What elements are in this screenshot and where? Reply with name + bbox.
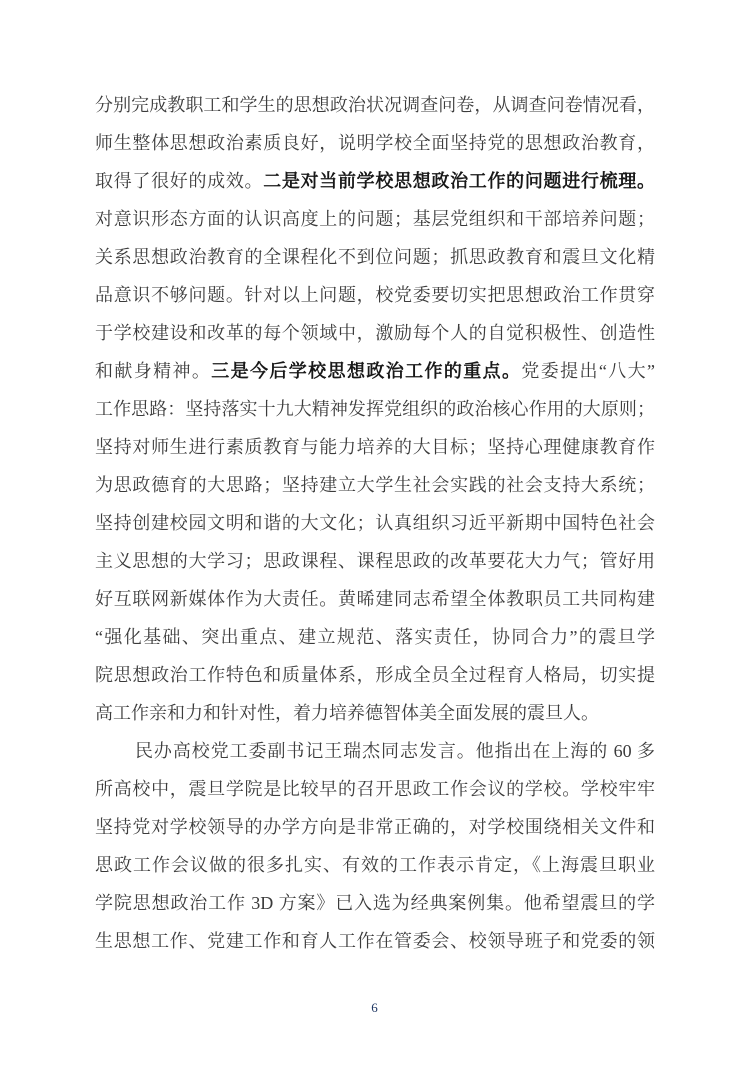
text-line [95,922,655,960]
text-line [95,542,655,580]
document-body [95,86,655,960]
text-run: 坚持创建校园文明和谐的大文化；认真组织习近平新期中国特色社会 [95,513,655,533]
text-line [95,808,655,846]
text-run: 院思想政治工作特色和质量体系，形成全员全过程育人格局，切实提 [95,665,655,685]
text-line [95,86,655,124]
text-run: 主义思想的大学习；思政课程、课程思政的改革要花大力气；管好用 [95,551,655,571]
text-run: 坚持对师生进行素质教育与能力培养的大目标；坚持心理健康教育作 [95,437,655,457]
page-footer [0,998,749,1018]
text-run: 工作思路：坚持落实十九大精神发挥党组织的政治核心作用的大原则； [95,399,655,419]
text-line [95,466,655,504]
text-line [95,276,655,314]
text-line [95,124,655,162]
text-line [95,884,655,922]
text-run: 品意识不够问题。针对以上问题，校党委要切实把思想政治工作贯穿 [95,285,655,305]
text-run: 坚持党对学校领导的办学方向是非常正确的，对学校围绕相关文件和 [95,817,655,837]
text-line [95,352,655,390]
text-run: 思政工作会议做的很多扎实、有效的工作表示肯定，《上海震旦职业 [95,855,655,875]
text-run: 生思想工作、党建工作和育人工作在管委会、校领导班子和党委的领 [95,931,655,951]
text-line [95,656,655,694]
page-number: 6 [371,1000,378,1015]
text-run: 学院思想政治工作 3D 方案》已入选为经典案例集。他希望震旦的学 [95,893,655,913]
text-line [95,732,655,770]
text-line [95,580,655,618]
text-line [95,770,655,808]
text-run: 对意识形态方面的认识高度上的问题；基层党组织和干部培养问题； [95,209,655,229]
text-run: 为思政德育的大思路；坚持建立大学生社会实践的社会支持大系统； [95,475,655,495]
text-run: 取得了很好的成效。 [95,171,264,191]
text-run: 党委提出“八大” [521,361,655,381]
text-run: 民办高校党工委副书记王瑞杰同志发言。他指出在上海的 60 多 [135,741,655,761]
text-line [95,238,655,276]
text-run: 关系思想政治教育的全课程化不到位问题；抓思政教育和震旦文化精 [95,247,655,267]
text-run: 于学校建设和改革的每个领域中，激励每个人的自觉积极性、创造性 [95,323,655,343]
bold-text-run: 二是对当前学校思想政治工作的问题进行梳理。 [263,171,655,191]
text-line [95,200,655,238]
text-run: 分别完成教职工和学生的思想政治状况调查问卷，从调查问卷情况看， [95,95,655,115]
text-line [95,694,655,732]
text-run: “强化基础、突出重点、建立规范、落实责任，协同合力”的震旦学 [95,627,655,647]
text-line [95,162,655,200]
text-run: 高工作亲和力和针对性，着力培养德智体美全面发展的震旦人。 [95,703,599,723]
text-run: 和献身精神。 [95,361,212,381]
text-run: 好互联网新媒体作为大责任。黄晞建同志希望全体教职员工共同构建 [95,589,655,609]
text-line [95,618,655,656]
text-run: 师生整体思想政治素质良好，说明学校全面坚持党的思想政治教育， [95,133,655,153]
text-run: 所高校中，震旦学院是比较早的召开思政工作会议的学校。学校牢牢 [95,779,655,799]
text-line [95,504,655,542]
text-line [95,314,655,352]
text-line [95,390,655,428]
text-line [95,428,655,466]
bold-text-run: 三是今后学校思想政治工作的重点。 [211,361,522,381]
text-line [95,846,655,884]
